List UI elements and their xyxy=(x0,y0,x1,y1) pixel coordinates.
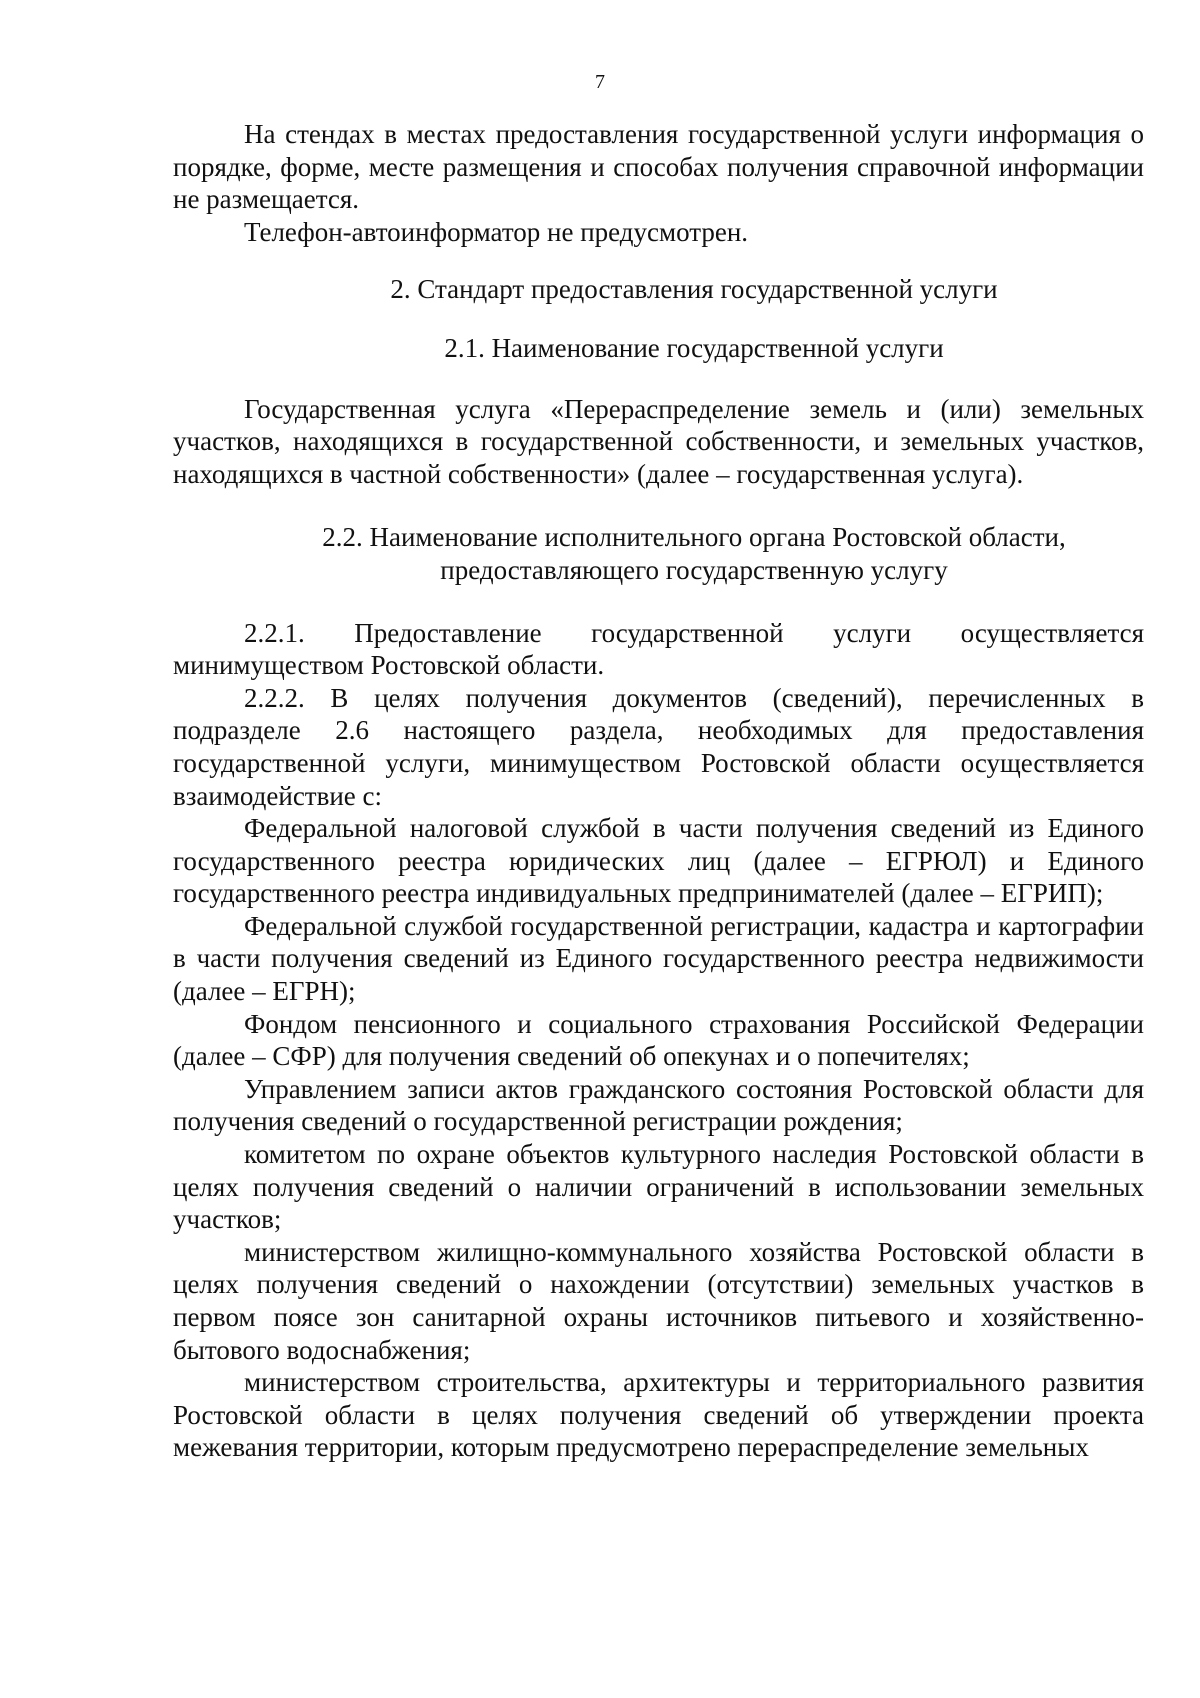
section-2-1-heading: 2.1. Наименование государственной услуги xyxy=(444,332,944,363)
paragraph-2-2-1: 2.2.1. Предоставление государственной услуги осуществляется минимуществом Ростовской области. xyxy=(173,617,1144,681)
paragraph-zags: Управлением записи актов гражданского состояния Ростовской области для получения сведений о государственной регистрации рождения; xyxy=(173,1073,1144,1137)
paragraph-heritage-committee: комитетом по охране объектов культурного наследия Ростовской области в целях получения сведений о наличии ограничений в использовании земельных участков; xyxy=(173,1139,1144,1235)
paragraph-rosreestr: Федеральной службой государственной регистрации, кадастра и картографии в части получения сведений из Единого государственного реестра недвижимости (далее – ЕГРН); xyxy=(173,910,1144,1007)
section-2-heading: 2. Стандарт предоставления государственной услуги xyxy=(390,274,998,305)
section-2-2-body xyxy=(173,617,1144,1464)
paragraph-stands-info: На стендах в местах предоставления государственной услуги информация о порядке, форме, месте размещения и способах получения справочной информации не размещается. xyxy=(173,119,1144,215)
page-number: 7 xyxy=(595,71,605,93)
paragraph-2-2-2: 2.2.2. В целях получения документов (сведений), перечисленных в подразделе 2.6 настоящего раздела, необходимых для предоставления государственной услуги, минимуществом Ростовской области осуществляется взаимодействие с: xyxy=(173,682,1144,811)
paragraph-construction-ministry: министерством строительства, архитектуры и территориального развития Ростовской области в целях получения сведений об утверждении проекта межевания территории, которым предусмотрено перераспределение земельных xyxy=(173,1367,1144,1463)
paragraph-fns: Федеральной налоговой службой в части получения сведений из Единого государственного реестра юридических лиц (далее – ЕГРЮЛ) и Единого государственного реестра индивидуальных предпринимателей (далее – ЕГРИП); xyxy=(173,813,1144,909)
paragraph-autoinformer: Телефон-автоинформатор не предусмотрен. xyxy=(244,216,749,247)
section-2-2-heading xyxy=(173,521,1144,586)
section-2-2-heading-line1: 2.2. Наименование исполнительного органа Ростовской области, xyxy=(322,522,1066,553)
section-2-2-heading-line2: предоставляющего государственную услугу xyxy=(440,554,948,585)
document-body xyxy=(173,118,1144,1464)
paragraph-housing-ministry: министерством жилищно-коммунального хозяйства Ростовской области в целях получения сведений о нахождении (отсутствии) земельных участков в первом поясе зон санитарной охраны источников питьевого и хозяйственно-бытового водоснабжения; xyxy=(173,1236,1144,1365)
paragraph-sfr: Фондом пенсионного и социального страхования Российской Федерации (далее – СФР) для получения сведений об опекунах и о попечителях; xyxy=(173,1008,1144,1072)
section-2-1-text: Государственная услуга «Перераспределение земель и (или) земельных участков, находящихся в государственной собственности, и земельных участков, находящихся в частной собственности» (далее – государственная услуга). xyxy=(173,393,1144,489)
